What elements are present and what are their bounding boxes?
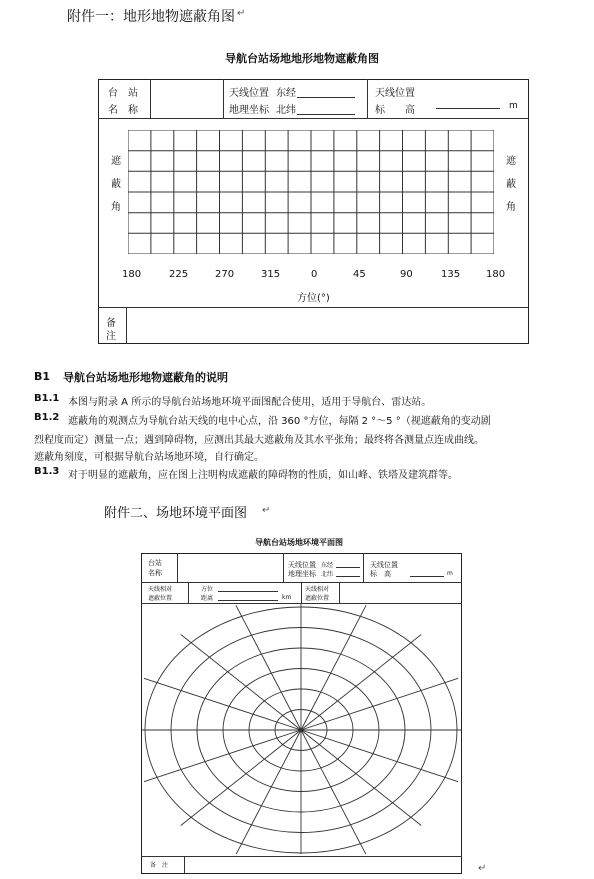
antenna-position-label: 天线位置 [229,88,269,99]
relative-shield-label-2: 遮蔽位置 [305,595,330,602]
shield-angle-grid [128,130,494,254]
azimuth-line [144,730,301,782]
item-text: 遮蔽角的观测点为导航台站天线的电中心点，沿 360 °方位，每隔 2 °～5 °（视遮蔽角的变动剧 [68,416,491,427]
distance-label: 距离 [201,595,214,602]
north-latitude-field[interactable] [297,114,355,115]
item-text: 烈程度而定）测量一点；遇到障碍物，应测出其最大遮蔽角及其水平张角；最终将各测量点连成曲线。 [34,435,484,446]
north-latitude-label: 北纬 [321,571,334,578]
antenna-position-label-2: 天线位置 [370,561,398,569]
east-longitude-label: 东经 [276,88,296,99]
geo-coord-label: 地理坐标 [288,570,316,578]
unit-m: m [509,101,518,111]
x-axis-label: 方位(°) [297,293,330,304]
paragraph-mark: ↵ [237,8,246,19]
remarks-label-2: 注 [106,331,116,342]
azimuth-line [144,678,301,730]
x-tick: 90 [400,269,413,280]
x-tick: 270 [215,269,235,280]
remarks-label: 备 注 [150,862,169,869]
relative-position-label-1: 天线相对 [148,586,173,593]
item-text: 遮蔽角刻度，可根据导航台站场地环境，自行确定。 [34,452,264,463]
item-number: B1.2 [34,412,60,423]
unit-km: km [282,594,292,601]
east-longitude-label: 东经 [321,562,334,569]
x-tick: 180 [486,269,506,280]
east-longitude-field[interactable] [297,97,355,98]
y-axis-label-right: 遮 蔽 角 [506,156,516,213]
explanation-heading: 导航台站场地形地物遮蔽角的说明 [63,371,228,384]
item-text: 本图与附录 A 所示的导航台站场地环境平面图配合使用，适用于导航台、雷达站。 [68,397,432,408]
x-tick: 135 [441,269,461,280]
paragraph-mark: ↵ [478,863,487,874]
item-number: B1.3 [34,466,60,477]
elevation-label: 标 高 [375,105,415,116]
x-tick: 0 [311,269,318,280]
azimuth-line [236,605,301,730]
explanation-number: B1 [34,370,51,383]
unit-m: m [447,570,453,577]
azimuth-line [301,730,458,782]
remarks-label-1: 备 [106,318,116,329]
antenna-position-label-2: 天线位置 [375,88,415,99]
station-name-label-2: 名 称 [108,105,138,116]
azimuth-line [301,605,366,730]
antenna-position-label: 天线位置 [288,561,316,569]
paragraph-mark: ↵ [262,505,271,516]
attachment1-heading: 附件一：地形地物遮蔽角图 [67,9,235,25]
geo-coord-label: 地理坐标 [229,105,269,116]
item-text: 对于明显的遮蔽角，应在图上注明构成遮蔽的障碍物的性质，如山峰、铁塔及建筑群等。 [68,470,458,481]
x-tick: 315 [261,269,281,280]
x-tick: 180 [122,269,142,280]
station-name-label-1: 台 站 [108,88,138,99]
attachment2-heading: 附件二、场地环境平面图 [104,506,248,521]
station-name-label-2: 名称 [148,569,162,577]
polar-diagram [142,604,461,854]
relative-shield-label-1: 天线相对 [305,586,330,593]
north-latitude-label: 北纬 [276,105,296,116]
x-tick: 45 [353,269,366,280]
relative-position-label-2: 遮蔽位置 [148,595,173,602]
map-title: 导航台站场地环境平面图 [255,538,343,547]
y-axis-label-left: 遮 蔽 角 [111,156,121,213]
elevation-field[interactable] [436,108,500,109]
azimuth-label: 方位 [201,586,214,593]
station-name-label-1: 台站 [148,559,162,567]
azimuth-line [301,678,458,730]
elevation-label: 标 高 [370,570,391,578]
chart-title: 导航台站场地地形地物遮蔽角图 [225,52,379,65]
item-number: B1.1 [34,393,60,404]
x-tick: 225 [169,269,189,280]
